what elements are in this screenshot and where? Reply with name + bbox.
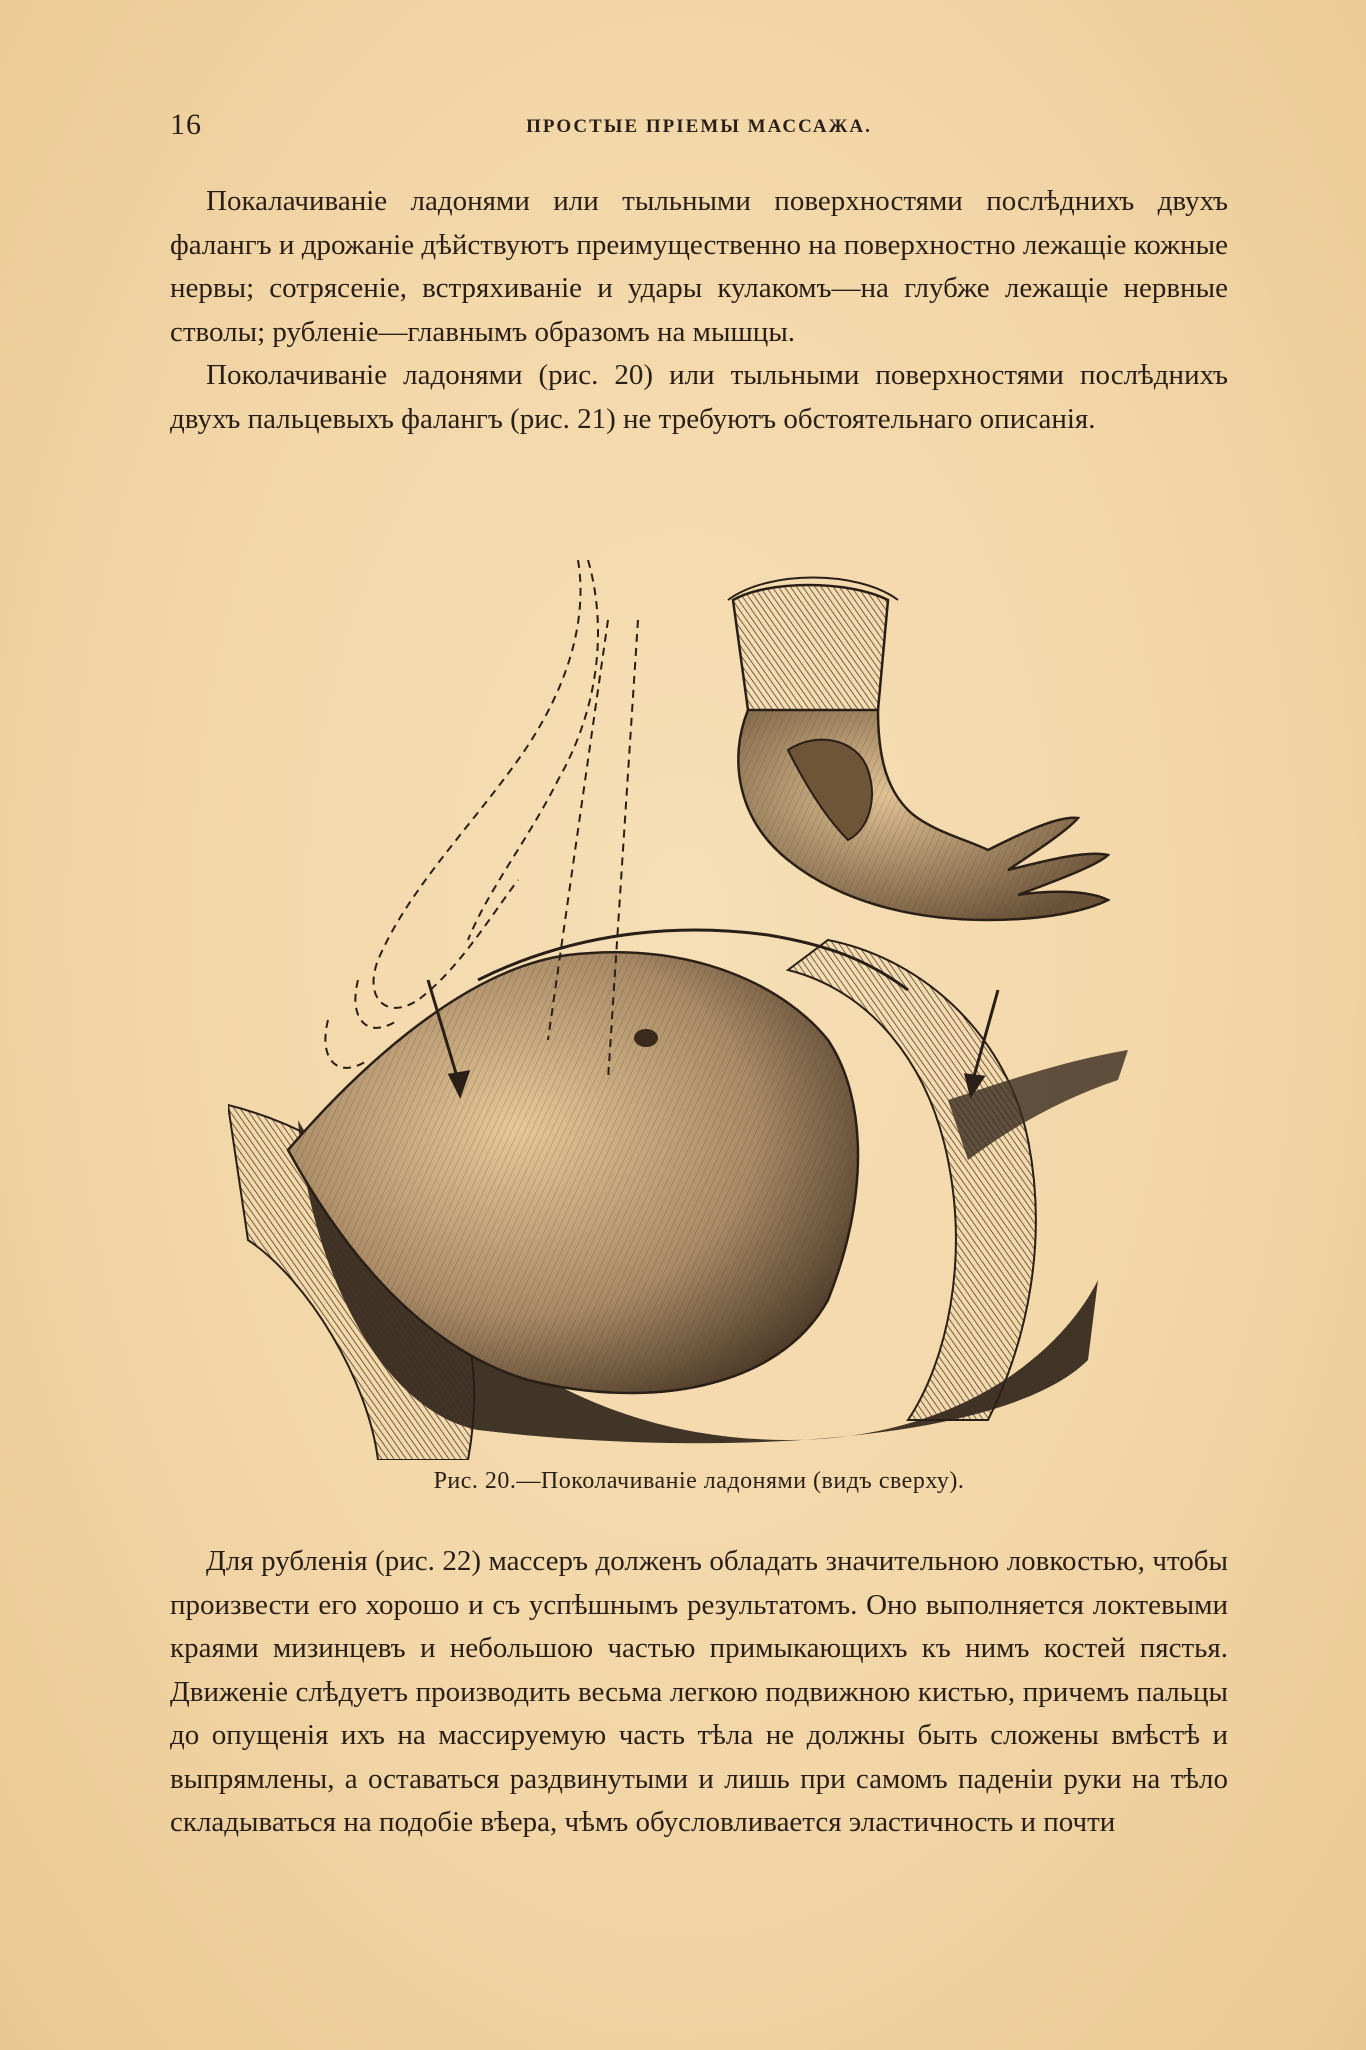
- running-head: ПРОСТЫЕ ПРІЕМЫ МАССАЖА.: [526, 116, 872, 137]
- figure-illustration: [228, 560, 1168, 1460]
- page-number: 16: [170, 108, 202, 141]
- text-block-top: [170, 180, 1228, 441]
- engraving-illustration: [228, 560, 1168, 1460]
- page-header: [170, 108, 1228, 148]
- paragraph: Поколачиваніе ладонями (рис. 20) или тыльными поверхностями послѣднихъ двухъ пальцевыхъ фалангъ (рис. 21) не требуютъ обстоятельнаго описанія.: [170, 359, 1228, 435]
- figure-caption: Рис. 20.—Поколачиваніе ладонями (видъ сверху).: [433, 1468, 965, 1494]
- text-block-bottom: [170, 1540, 1228, 1845]
- paragraph: Покалачиваніе ладонями или тыльными поверхностями послѣднихъ двухъ фалангъ и дрожаніе дѣйствуютъ преимущественно на поверхностно лежащіе кожные нервы; сотрясеніе, встряхиваніе и удары кулакомъ—на глубже лежащіе нервные стволы; рубленіе—главнымъ образомъ на мышцы.: [170, 185, 1228, 348]
- paragraph: Для рубленія (рис. 22) массеръ долженъ обладать значительною ловкостью, чтобы произвести его хорошо и съ успѣшнымъ результатомъ. Оно выполняется локтевыми краями мизинцевъ и небольшою частью примыкающихъ къ нимъ костей пястья. Движеніе слѣдуетъ производить весьма легкою подвижною кистью, причемъ пальцы до опущенія ихъ на массируемую часть тѣла не должны быть сложены вмѣстѣ и выпрямлены, а оставаться раздвинутыми и лишь при самомъ паденіи руки на тѣло складываться на подобіе вѣера, чѣмъ обусловливается эластичность и почти: [170, 1545, 1228, 1838]
